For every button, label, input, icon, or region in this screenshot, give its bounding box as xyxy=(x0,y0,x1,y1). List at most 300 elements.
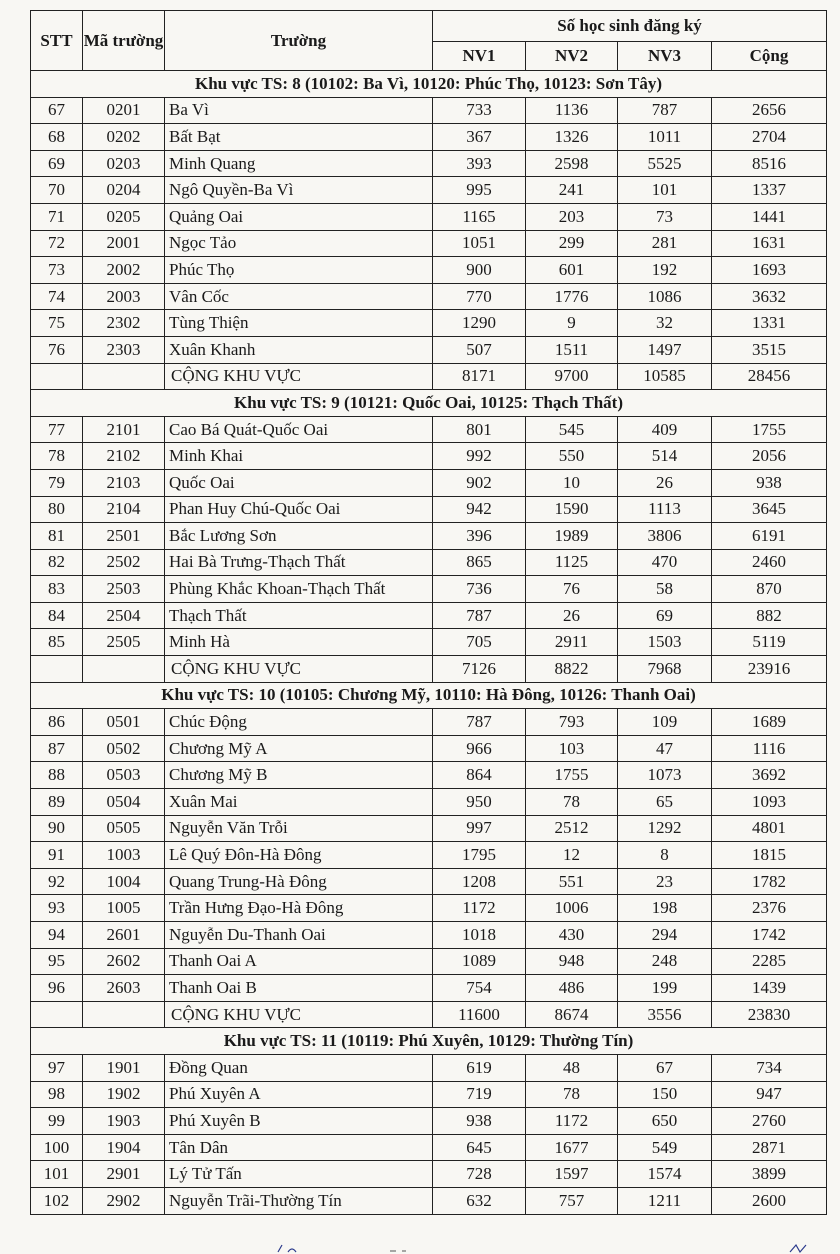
cell-nv1: 801 xyxy=(433,416,526,443)
total-nv3: 7968 xyxy=(618,656,712,683)
table-row xyxy=(31,735,827,762)
cell-nv1: 367 xyxy=(433,124,526,151)
total-label: CỘNG KHU VỰC xyxy=(165,363,433,390)
cell-ma-truong: 2103 xyxy=(83,469,165,496)
cell-cong: 2460 xyxy=(712,549,827,576)
table-row xyxy=(31,203,827,230)
cell-ma-truong: 2901 xyxy=(83,1161,165,1188)
region-header-row xyxy=(31,1028,827,1055)
cell-nv2: 78 xyxy=(526,789,618,816)
cell-nv1: 754 xyxy=(433,975,526,1002)
cell-ma-truong: 2603 xyxy=(83,975,165,1002)
cell-stt: 92 xyxy=(31,868,83,895)
cell-nv3: 65 xyxy=(618,789,712,816)
cell-nv2: 78 xyxy=(526,1081,618,1108)
table-row xyxy=(31,443,827,470)
cell-ma-truong: 0205 xyxy=(83,203,165,230)
cell-ma-truong: 2505 xyxy=(83,629,165,656)
cell-ma-truong: 2303 xyxy=(83,336,165,363)
header-group: Số học sinh đăng ký xyxy=(433,11,827,42)
cell-truong: Vân Cốc xyxy=(165,283,433,310)
cell-nv2: 1136 xyxy=(526,97,618,124)
cell-cong: 6191 xyxy=(712,523,827,550)
cell-nv3: 1113 xyxy=(618,496,712,523)
cell-truong: Nguyễn Trãi-Thường Tín xyxy=(165,1187,433,1214)
cell-stt: 100 xyxy=(31,1134,83,1161)
cell-nv3: 1011 xyxy=(618,124,712,151)
cell-cong: 1693 xyxy=(712,257,827,284)
cell-nv3: 26 xyxy=(618,469,712,496)
cell-nv1: 736 xyxy=(433,576,526,603)
cell-ma-truong: 1904 xyxy=(83,1134,165,1161)
cell-cong: 882 xyxy=(712,602,827,629)
region-header-row xyxy=(31,390,827,417)
cell-nv3: 109 xyxy=(618,709,712,736)
cell-ma-truong: 2302 xyxy=(83,310,165,337)
cell-ma-truong: 2003 xyxy=(83,283,165,310)
cell-cong: 1441 xyxy=(712,203,827,230)
cell-stt: 89 xyxy=(31,789,83,816)
cell-ma-truong: 0505 xyxy=(83,815,165,842)
table-row xyxy=(31,124,827,151)
cell-stt: 86 xyxy=(31,709,83,736)
cell-truong: Minh Hà xyxy=(165,629,433,656)
cell-nv3: 192 xyxy=(618,257,712,284)
cell-nv2: 1172 xyxy=(526,1108,618,1135)
cell-truong: Hai Bà Trưng-Thạch Thất xyxy=(165,549,433,576)
cell-nv3: 470 xyxy=(618,549,712,576)
cell-nv2: 793 xyxy=(526,709,618,736)
cell-cong: 3692 xyxy=(712,762,827,789)
table-row xyxy=(31,629,827,656)
cell-nv3: 1574 xyxy=(618,1161,712,1188)
cell-cong: 1782 xyxy=(712,868,827,895)
cell-nv3: 1503 xyxy=(618,629,712,656)
cell-nv1: 900 xyxy=(433,257,526,284)
cell-nv1: 396 xyxy=(433,523,526,550)
cell-truong: Minh Khai xyxy=(165,443,433,470)
cell-stt: 79 xyxy=(31,469,83,496)
cell-nv3: 281 xyxy=(618,230,712,257)
cell-stt: 81 xyxy=(31,523,83,550)
table-row xyxy=(31,150,827,177)
cell-stt: 70 xyxy=(31,177,83,204)
cell-nv3: 549 xyxy=(618,1134,712,1161)
cell-nv2: 601 xyxy=(526,257,618,284)
cell-ma-truong: 0202 xyxy=(83,124,165,151)
table-row xyxy=(31,1081,827,1108)
cell-truong: Cao Bá Quát-Quốc Oai xyxy=(165,416,433,443)
handwritten-marks xyxy=(270,1243,830,1254)
cell-nv3: 150 xyxy=(618,1081,712,1108)
cell-nv3: 67 xyxy=(618,1054,712,1081)
cell-cong: 1755 xyxy=(712,416,827,443)
table-row xyxy=(31,523,827,550)
cell-nv2: 48 xyxy=(526,1054,618,1081)
table-row xyxy=(31,336,827,363)
region-total-row xyxy=(31,363,827,390)
cell-ma-truong: 2902 xyxy=(83,1187,165,1214)
header-ma-truong: Mã trường xyxy=(83,11,165,71)
cell-cong: 1116 xyxy=(712,735,827,762)
cell-cong: 2656 xyxy=(712,97,827,124)
cell-stt: 85 xyxy=(31,629,83,656)
cell-nv3: 101 xyxy=(618,177,712,204)
total-cong: 23830 xyxy=(712,1001,827,1028)
cell-nv3: 409 xyxy=(618,416,712,443)
cell-nv3: 69 xyxy=(618,602,712,629)
cell-cong: 734 xyxy=(712,1054,827,1081)
cell-stt: 91 xyxy=(31,842,83,869)
cell-nv1: 1018 xyxy=(433,922,526,949)
cell-nv2: 1989 xyxy=(526,523,618,550)
table-row xyxy=(31,310,827,337)
cell-truong: Ngô Quyền-Ba Vì xyxy=(165,177,433,204)
cell-nv1: 966 xyxy=(433,735,526,762)
cell-stt: 101 xyxy=(31,1161,83,1188)
cell-truong: Trần Hưng Đạo-Hà Đông xyxy=(165,895,433,922)
total-cong: 23916 xyxy=(712,656,827,683)
cell-nv3: 73 xyxy=(618,203,712,230)
cell-nv1: 902 xyxy=(433,469,526,496)
cell-stt: 82 xyxy=(31,549,83,576)
cell-truong: Phú Xuyên B xyxy=(165,1108,433,1135)
cell-stt: 95 xyxy=(31,948,83,975)
cell-stt: 96 xyxy=(31,975,83,1002)
cell-nv1: 997 xyxy=(433,815,526,842)
table-row xyxy=(31,789,827,816)
cell-cong: 3899 xyxy=(712,1161,827,1188)
cell-nv2: 9 xyxy=(526,310,618,337)
total-nv1: 8171 xyxy=(433,363,526,390)
cell-truong: Quảng Oai xyxy=(165,203,433,230)
cell-nv1: 942 xyxy=(433,496,526,523)
cell-truong: Quốc Oai xyxy=(165,469,433,496)
table-row xyxy=(31,496,827,523)
cell-cong: 2056 xyxy=(712,443,827,470)
cell-nv3: 5525 xyxy=(618,150,712,177)
cell-truong: Chúc Động xyxy=(165,709,433,736)
cell-ma-truong: 1902 xyxy=(83,1081,165,1108)
table-row xyxy=(31,1187,827,1214)
cell-ma-truong: 2102 xyxy=(83,443,165,470)
cell-nv3: 32 xyxy=(618,310,712,337)
cell-truong: Bắc Lương Sơn xyxy=(165,523,433,550)
cell-stt-empty xyxy=(31,1001,83,1028)
cell-ma-truong: 1004 xyxy=(83,868,165,895)
table-row xyxy=(31,922,827,949)
cell-nv2: 1125 xyxy=(526,549,618,576)
cell-cong: 1331 xyxy=(712,310,827,337)
cell-stt: 102 xyxy=(31,1187,83,1214)
cell-stt: 93 xyxy=(31,895,83,922)
cell-stt: 94 xyxy=(31,922,83,949)
cell-stt: 76 xyxy=(31,336,83,363)
cell-nv1: 770 xyxy=(433,283,526,310)
cell-nv2: 2598 xyxy=(526,150,618,177)
cell-cong: 2600 xyxy=(712,1187,827,1214)
cell-nv3: 650 xyxy=(618,1108,712,1135)
cell-stt: 69 xyxy=(31,150,83,177)
cell-nv2: 1006 xyxy=(526,895,618,922)
total-nv2: 8674 xyxy=(526,1001,618,1028)
total-label: CỘNG KHU VỰC xyxy=(165,1001,433,1028)
cell-nv3: 787 xyxy=(618,97,712,124)
cell-nv3: 1497 xyxy=(618,336,712,363)
cell-cong: 1439 xyxy=(712,975,827,1002)
cell-nv3: 1073 xyxy=(618,762,712,789)
cell-nv3: 1086 xyxy=(618,283,712,310)
cell-nv3: 3806 xyxy=(618,523,712,550)
cell-nv1: 507 xyxy=(433,336,526,363)
cell-cong: 1631 xyxy=(712,230,827,257)
cell-nv1: 645 xyxy=(433,1134,526,1161)
cell-nv2: 948 xyxy=(526,948,618,975)
table-row xyxy=(31,602,827,629)
cell-ma-truong: 2501 xyxy=(83,523,165,550)
cell-nv2: 76 xyxy=(526,576,618,603)
cell-ma-truong: 2504 xyxy=(83,602,165,629)
cell-ma-truong: 2001 xyxy=(83,230,165,257)
cell-truong: Đồng Quan xyxy=(165,1054,433,1081)
cell-nv2: 103 xyxy=(526,735,618,762)
cell-truong: Quang Trung-Hà Đông xyxy=(165,868,433,895)
cell-ma-empty xyxy=(83,363,165,390)
cell-cong: 3645 xyxy=(712,496,827,523)
cell-nv2: 26 xyxy=(526,602,618,629)
cell-nv1: 1172 xyxy=(433,895,526,922)
total-nv1: 7126 xyxy=(433,656,526,683)
cell-truong: Thanh Oai A xyxy=(165,948,433,975)
cell-nv2: 545 xyxy=(526,416,618,443)
table-row xyxy=(31,416,827,443)
cell-nv2: 12 xyxy=(526,842,618,869)
cell-cong: 2760 xyxy=(712,1108,827,1135)
cell-nv2: 430 xyxy=(526,922,618,949)
cell-stt: 71 xyxy=(31,203,83,230)
table-row xyxy=(31,709,827,736)
cell-cong: 870 xyxy=(712,576,827,603)
cell-nv2: 1511 xyxy=(526,336,618,363)
cell-stt: 88 xyxy=(31,762,83,789)
cell-nv1: 733 xyxy=(433,97,526,124)
cell-stt: 87 xyxy=(31,735,83,762)
cell-nv1: 992 xyxy=(433,443,526,470)
cell-cong: 2376 xyxy=(712,895,827,922)
cell-ma-truong: 0504 xyxy=(83,789,165,816)
table-row xyxy=(31,283,827,310)
cell-nv3: 294 xyxy=(618,922,712,949)
cell-ma-truong: 0502 xyxy=(83,735,165,762)
table-row xyxy=(31,549,827,576)
total-cong: 28456 xyxy=(712,363,827,390)
registration-table xyxy=(30,10,827,1215)
cell-ma-truong: 1005 xyxy=(83,895,165,922)
cell-nv2: 550 xyxy=(526,443,618,470)
cell-stt: 80 xyxy=(31,496,83,523)
cell-ma-truong: 0204 xyxy=(83,177,165,204)
cell-nv1: 1208 xyxy=(433,868,526,895)
cell-stt: 67 xyxy=(31,97,83,124)
cell-cong: 8516 xyxy=(712,150,827,177)
cell-truong: Phú Xuyên A xyxy=(165,1081,433,1108)
cell-cong: 938 xyxy=(712,469,827,496)
table-row xyxy=(31,1054,827,1081)
cell-nv2: 1776 xyxy=(526,283,618,310)
cell-nv1: 719 xyxy=(433,1081,526,1108)
cell-truong: Phan Huy Chú-Quốc Oai xyxy=(165,496,433,523)
cell-nv1: 728 xyxy=(433,1161,526,1188)
table-row xyxy=(31,177,827,204)
cell-ma-truong: 2002 xyxy=(83,257,165,284)
cell-nv2: 203 xyxy=(526,203,618,230)
header-cong: Cộng xyxy=(712,42,827,71)
table-row xyxy=(31,895,827,922)
table-row xyxy=(31,469,827,496)
header-truong: Trường xyxy=(165,11,433,71)
cell-nv1: 1051 xyxy=(433,230,526,257)
cell-cong: 3515 xyxy=(712,336,827,363)
cell-nv2: 299 xyxy=(526,230,618,257)
region-total-row xyxy=(31,1001,827,1028)
cell-nv3: 199 xyxy=(618,975,712,1002)
cell-nv3: 1292 xyxy=(618,815,712,842)
cell-nv2: 757 xyxy=(526,1187,618,1214)
cell-truong: Nguyễn Văn Trỗi xyxy=(165,815,433,842)
table-row xyxy=(31,576,827,603)
cell-ma-truong: 1003 xyxy=(83,842,165,869)
header-nv2: NV2 xyxy=(526,42,618,71)
table-row xyxy=(31,762,827,789)
table-row xyxy=(31,815,827,842)
cell-nv2: 1677 xyxy=(526,1134,618,1161)
cell-ma-truong: 0501 xyxy=(83,709,165,736)
cell-nv2: 1597 xyxy=(526,1161,618,1188)
cell-cong: 1337 xyxy=(712,177,827,204)
cell-nv1: 950 xyxy=(433,789,526,816)
cell-cong: 1815 xyxy=(712,842,827,869)
cell-ma-truong: 0503 xyxy=(83,762,165,789)
table-row xyxy=(31,868,827,895)
total-nv1: 11600 xyxy=(433,1001,526,1028)
region-total-row xyxy=(31,656,827,683)
cell-stt: 99 xyxy=(31,1108,83,1135)
cell-cong: 4801 xyxy=(712,815,827,842)
cell-nv3: 23 xyxy=(618,868,712,895)
cell-cong: 2704 xyxy=(712,124,827,151)
region-header-row xyxy=(31,682,827,709)
cell-truong: Ba Vì xyxy=(165,97,433,124)
cell-nv2: 241 xyxy=(526,177,618,204)
cell-ma-empty xyxy=(83,656,165,683)
total-nv3: 10585 xyxy=(618,363,712,390)
cell-ma-truong: 2502 xyxy=(83,549,165,576)
cell-ma-truong: 2503 xyxy=(83,576,165,603)
region-title: Khu vực TS: 11 (10119: Phú Xuyên, 10129: Thường Tín) xyxy=(31,1028,827,1055)
cell-nv3: 58 xyxy=(618,576,712,603)
cell-truong: Chương Mỹ B xyxy=(165,762,433,789)
cell-truong: Minh Quang xyxy=(165,150,433,177)
cell-nv3: 8 xyxy=(618,842,712,869)
cell-cong: 5119 xyxy=(712,629,827,656)
cell-truong: Lý Tử Tấn xyxy=(165,1161,433,1188)
cell-nv1: 1165 xyxy=(433,203,526,230)
cell-cong: 3632 xyxy=(712,283,827,310)
cell-nv3: 1211 xyxy=(618,1187,712,1214)
cell-cong: 2871 xyxy=(712,1134,827,1161)
cell-nv2: 2512 xyxy=(526,815,618,842)
cell-truong: Xuân Mai xyxy=(165,789,433,816)
cell-stt: 73 xyxy=(31,257,83,284)
cell-stt-empty xyxy=(31,656,83,683)
cell-cong: 1093 xyxy=(712,789,827,816)
table-row xyxy=(31,1161,827,1188)
cell-stt: 75 xyxy=(31,310,83,337)
cell-truong: Tùng Thiện xyxy=(165,310,433,337)
cell-ma-truong: 2602 xyxy=(83,948,165,975)
header-row-1 xyxy=(31,11,827,42)
cell-truong: Xuân Khanh xyxy=(165,336,433,363)
total-nv3: 3556 xyxy=(618,1001,712,1028)
cell-nv3: 198 xyxy=(618,895,712,922)
cell-truong: Thạch Thất xyxy=(165,602,433,629)
cell-nv1: 1089 xyxy=(433,948,526,975)
cell-stt: 98 xyxy=(31,1081,83,1108)
cell-stt-empty xyxy=(31,363,83,390)
cell-ma-truong: 0203 xyxy=(83,150,165,177)
region-title: Khu vực TS: 8 (10102: Ba Vì, 10120: Phúc Thọ, 10123: Sơn Tây) xyxy=(31,71,827,98)
cell-truong: Tân Dân xyxy=(165,1134,433,1161)
cell-nv1: 619 xyxy=(433,1054,526,1081)
cell-cong: 1689 xyxy=(712,709,827,736)
cell-nv2: 1590 xyxy=(526,496,618,523)
cell-nv2: 2911 xyxy=(526,629,618,656)
cell-ma-truong: 2601 xyxy=(83,922,165,949)
total-nv2: 9700 xyxy=(526,363,618,390)
cell-truong: Bất Bạt xyxy=(165,124,433,151)
cell-stt: 90 xyxy=(31,815,83,842)
cell-ma-truong: 1901 xyxy=(83,1054,165,1081)
cell-cong: 2285 xyxy=(712,948,827,975)
cell-stt: 77 xyxy=(31,416,83,443)
table-row xyxy=(31,97,827,124)
cell-nv3: 248 xyxy=(618,948,712,975)
region-header-row xyxy=(31,71,827,98)
cell-nv1: 787 xyxy=(433,709,526,736)
cell-truong: Lê Quý Đôn-Hà Đông xyxy=(165,842,433,869)
cell-nv1: 787 xyxy=(433,602,526,629)
table-row xyxy=(31,257,827,284)
total-label: CỘNG KHU VỰC xyxy=(165,656,433,683)
cell-nv1: 938 xyxy=(433,1108,526,1135)
cell-nv1: 864 xyxy=(433,762,526,789)
table-row xyxy=(31,948,827,975)
cell-ma-truong: 0201 xyxy=(83,97,165,124)
cell-truong: Ngọc Tảo xyxy=(165,230,433,257)
table-row xyxy=(31,230,827,257)
cell-nv1: 865 xyxy=(433,549,526,576)
header-nv1: NV1 xyxy=(433,42,526,71)
cell-stt: 74 xyxy=(31,283,83,310)
table-row xyxy=(31,842,827,869)
cell-cong: 1742 xyxy=(712,922,827,949)
cell-nv3: 47 xyxy=(618,735,712,762)
cell-nv1: 705 xyxy=(433,629,526,656)
cell-stt: 83 xyxy=(31,576,83,603)
cell-stt: 84 xyxy=(31,602,83,629)
cell-nv2: 10 xyxy=(526,469,618,496)
table-row xyxy=(31,975,827,1002)
